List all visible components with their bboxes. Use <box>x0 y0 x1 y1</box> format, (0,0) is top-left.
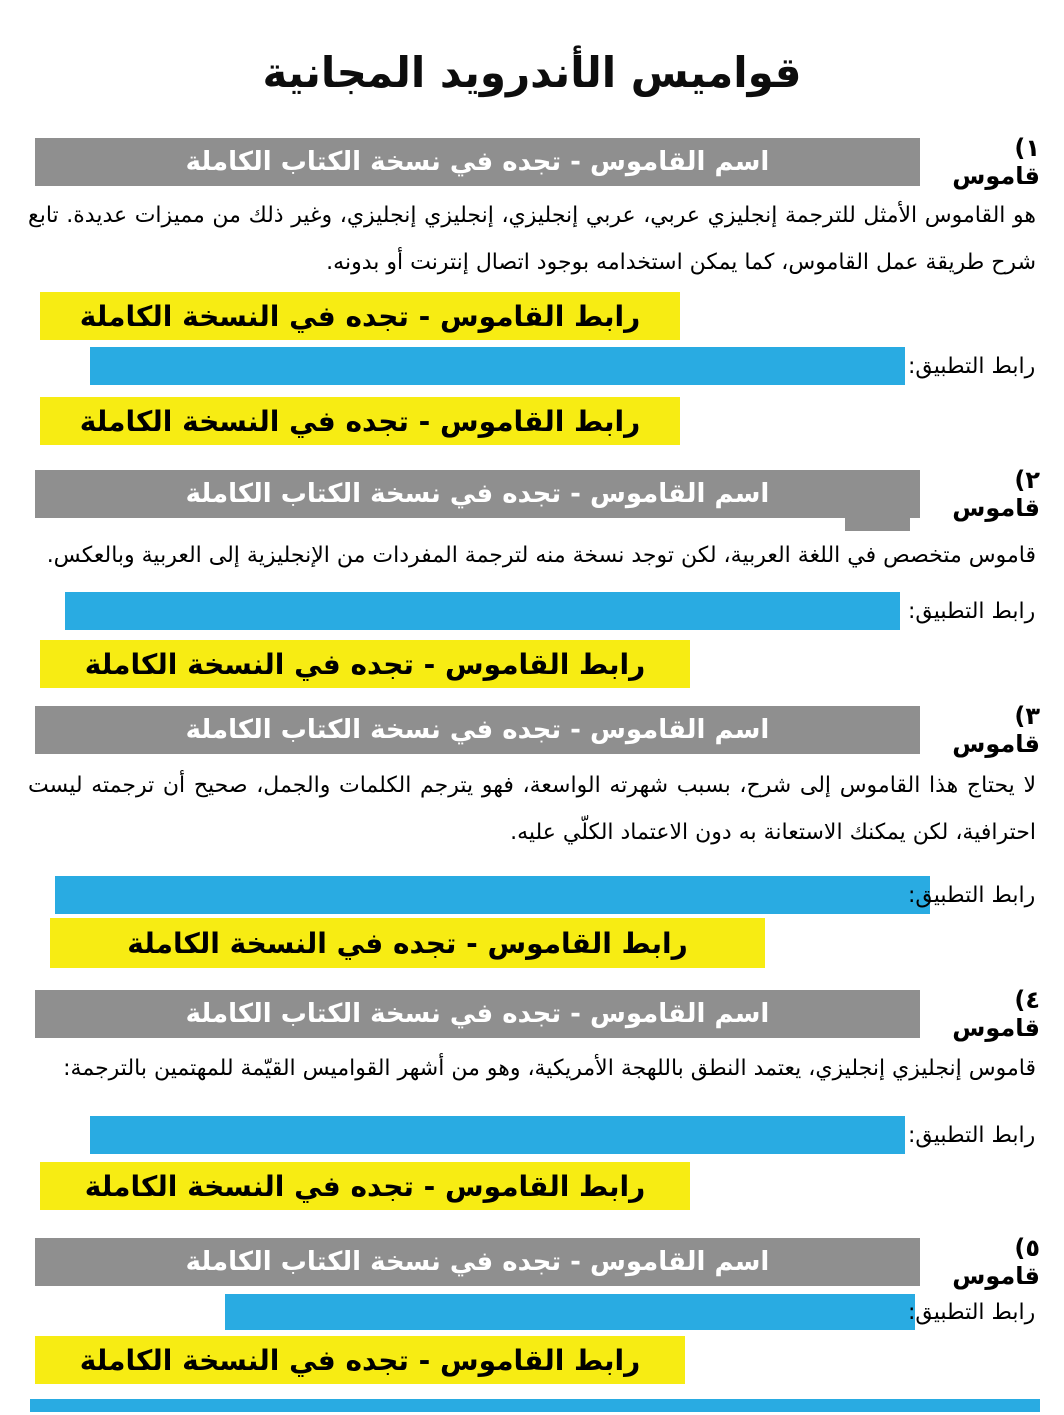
section-number-1: ١) قاموس <box>952 134 1040 190</box>
app-link-redaction-bar[interactable] <box>55 876 930 914</box>
app-link-label: رابط التطبيق: <box>908 882 1036 908</box>
section-number-3: ٣) قاموس <box>952 702 1040 758</box>
app-link-redaction-bar[interactable] <box>225 1294 915 1330</box>
dictionary-description: لا يحتاج هذا القاموس إلى شرح، بسبب شهرته الواسعة، فهو يترجم الكلمات والجمل، صحيح أن ترجمته ليست احترافية، لكن يمكنك الاستعانة به دون الاعتماد الكلّي عليه. <box>28 773 1036 845</box>
dictionary-name-redaction-bar: اسم القاموس - تجده في نسخة الكتاب الكاملة <box>35 706 920 754</box>
app-link-label: رابط التطبيق: <box>908 1122 1036 1148</box>
dictionary-name-redaction-bar: اسم القاموس - تجده في نسخة الكتاب الكاملة <box>35 470 920 518</box>
dictionary-link-placeholder: رابط القاموس - تجده في النسخة الكاملة <box>50 918 765 968</box>
app-link-label: رابط التطبيق: <box>908 353 1036 379</box>
section-number-4: ٤) قاموس <box>952 986 1040 1042</box>
section-number-2: ٢) قاموس <box>952 466 1040 522</box>
app-link-label: رابط التطبيق: <box>908 1299 1036 1325</box>
dictionary-link-placeholder: رابط القاموس - تجده في النسخة الكاملة <box>40 397 680 445</box>
app-link-redaction-bar-cutoff[interactable] <box>30 1399 1040 1412</box>
dictionary-description: هو القاموس الأمثل للترجمة إنجليزي عربي، عربي إنجليزي، إنجليزي إنجليزي، وغير ذلك من مميزات عديدة. تابع شرح طريقة عمل القاموس، كما يمكن استخدامه بوجود اتصال إنترنت أو بدونه. <box>28 203 1036 275</box>
section-number-5: ٥) قاموس <box>952 1234 1040 1290</box>
dictionary-link-placeholder: رابط القاموس - تجده في النسخة الكاملة <box>40 1162 690 1210</box>
page-title: قواميس الأندرويد المجانية <box>262 48 802 98</box>
dictionary-description: قاموس متخصص في اللغة العربية، لكن توجد نسخة منه لترجمة المفردات من الإنجليزية إلى العربية وبالعكس. <box>46 543 1036 568</box>
app-link-redaction-bar[interactable] <box>90 1116 905 1154</box>
app-link-redaction-bar[interactable] <box>65 592 900 630</box>
dictionary-name-redaction-bar: اسم القاموس - تجده في نسخة الكتاب الكاملة <box>35 138 920 186</box>
app-link-label: رابط التطبيق: <box>908 598 1036 624</box>
dictionary-link-placeholder: رابط القاموس - تجده في النسخة الكاملة <box>40 640 690 688</box>
dictionary-name-redaction-bar: اسم القاموس - تجده في نسخة الكتاب الكاملة <box>35 1238 920 1286</box>
redaction-stub <box>845 518 910 531</box>
dictionary-link-placeholder: رابط القاموس - تجده في النسخة الكاملة <box>40 292 680 340</box>
app-link-redaction-bar[interactable] <box>90 347 905 385</box>
dictionary-name-redaction-bar: اسم القاموس - تجده في نسخة الكتاب الكاملة <box>35 990 920 1038</box>
dictionary-description: قاموس إنجليزي إنجليزي، يعتمد النطق باللهجة الأمريكية، وهو من أشهر القواميس القيّمة للمهتمين بالترجمة: <box>63 1056 1036 1081</box>
dictionary-link-placeholder: رابط القاموس - تجده في النسخة الكاملة <box>35 1336 685 1384</box>
